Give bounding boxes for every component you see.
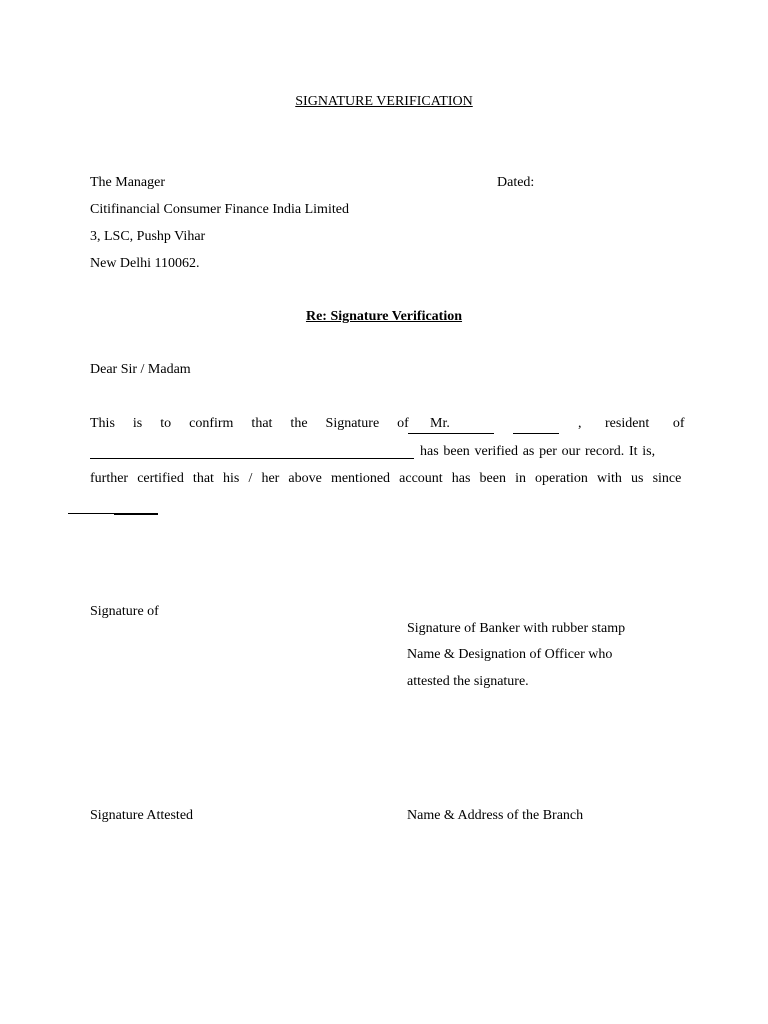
signature-attested-label: Signature Attested [90, 808, 194, 823]
banker-line-2: Name & Designation of Officer who [407, 647, 613, 662]
signature-of-label: Signature of [90, 604, 159, 619]
body-line-2-end: has been verified as per our record. It is, [420, 444, 656, 459]
salutation: Dear Sir / Madam [90, 362, 191, 377]
body-line-1-end: , resident of [578, 416, 685, 431]
recipient-line-3: 3, LSC, Pushp Vihar [90, 229, 206, 244]
since-date-blank-accent [114, 514, 158, 515]
recipient-line-4: New Delhi 110062. [90, 256, 200, 271]
resident-blank [90, 458, 414, 459]
name-blank-2 [513, 415, 559, 434]
name-blank-1 [408, 415, 494, 434]
banker-line-3: attested the signature. [407, 674, 529, 689]
document-title: SIGNATURE VERIFICATION [295, 94, 473, 109]
mr-label: Mr. [430, 416, 450, 431]
body-line-3: further certified that his / her above mentioned account has been in operation with us since [90, 471, 682, 486]
branch-address-label: Name & Address of the Branch [407, 808, 584, 823]
subject-line: Re: Signature Verification [305, 309, 463, 324]
recipient-line-1: The Manager [90, 175, 166, 190]
body-line-1-start: This is to confirm that the Signature of [90, 416, 409, 431]
dated-label: Dated: [497, 175, 535, 190]
banker-line-1: Signature of Banker with rubber stamp [407, 621, 626, 636]
recipient-line-2: Citifinancial Consumer Finance India Limited [90, 202, 349, 217]
